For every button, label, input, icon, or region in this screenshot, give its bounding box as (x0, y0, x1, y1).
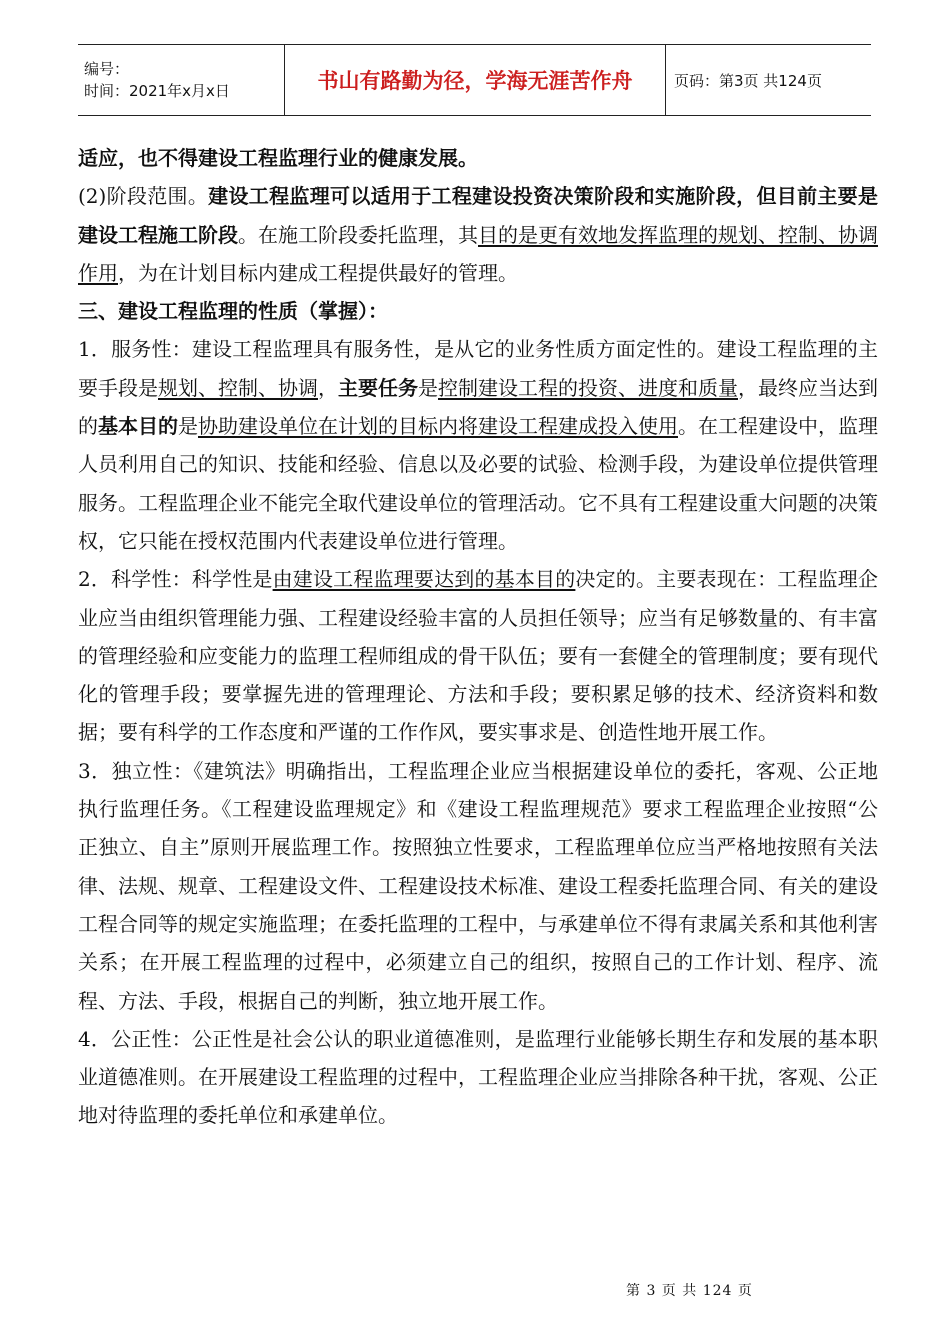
text-run: 决定的。主要表现在：工程监理企业应当由组织管理能力强、工程建设经验丰富的人员担任领导；应当有足够数量的、有丰富的管理经验和应变能力的监理工程师组成的骨干队伍；要有一套健全的管理制度；要有现代化的管理手段；要掌握先进的管理理论、方法和手段；要积累足够的技术、经济资料和数据；要有科学的工作态度和严谨的工作作风，要实事求是、创造性地开展工作。 (78, 567, 878, 745)
text-run: ，最终应当达到的 (78, 375, 878, 439)
text-run: 。在工程建设中，监理人员利用自己的知识、技能和经验、信息以及必要的试验、检测手段，为建设单位提供管理服务。工程监理企业不能完全取代建设单位的管理活动。它不具有工程建设重大问题的决策权，它只能在授权范围内代表建设单位进行管理。 (78, 414, 878, 553)
underlined-text: 规划、控制、协调 (158, 375, 318, 400)
paragraph (78, 177, 878, 292)
text-run: 是 (418, 375, 438, 400)
document-number-label: 编号： (84, 60, 130, 78)
text-run: 2．科学性：科学性是 (78, 567, 273, 592)
paragraph (78, 139, 878, 177)
underlined-text: 目的是更有效地发挥监理的规划、控制、协调作用 (78, 222, 878, 285)
underlined-text: 协助建设单位在计划的目标内将建设工程建成投入使用 (198, 414, 678, 439)
header-motto: 书山有路勤为径，学海无涯苦作舟 (285, 45, 666, 115)
text-run: 4．公正性：公正性是社会公认的职业道德准则，是监理行业能够长期生存和发展的基本职业道德准则。在开展建设工程监理的过程中，工程监理企业应当排除各种干扰，客观、公正地对待监理的委托单位和承建单位。 (78, 1026, 878, 1128)
paragraph (78, 330, 878, 560)
underlined-text: 由建设工程监理要达到的基本目的 (272, 567, 576, 592)
text-run: 3．独立性：《建筑法》明确指出，工程监理企业应当根据建设单位的委托，客观、公正地执行监理任务。《工程建设监理规定》和《建设工程监理规范》要求工程监理企业按照“公正独立、自主”原则开展监理工作。按照独立性要求，工程监理单位应当严格地按照有关法律、法规、规章、工程建设文件、工程建设技术标准、建设工程委托监理合同、有关的建设工程合同等的规定实施监理；在委托监理的工程中，与承建单位不得有隶属关系和其他利害关系；在开展工程监理的过程中，必须建立自己的组织，按照自己的工作计划、程序、流程、方法、手段，根据自己的判断，独立地开展工作。 (78, 758, 878, 1013)
bold-text: 建设工程监理可以适用于工程建设投资决策阶段和实施阶段，但目前主要是建设工程施工阶段 (78, 184, 878, 247)
text-run: ，为在计划目标内建成工程提供最好的管理。 (118, 260, 518, 285)
paragraph (78, 752, 878, 1020)
paragraph (78, 560, 878, 751)
underlined-text: 控制建设工程的投资、进度和质量 (438, 375, 738, 400)
text-run: 是 (178, 414, 198, 439)
text-run: 。在施工阶段委托监理，其 (238, 222, 478, 247)
page-header (78, 44, 871, 116)
bold-text: 三、建设工程监理的性质（掌握）： (78, 299, 388, 324)
paragraph (78, 292, 878, 330)
text-run: ， (318, 375, 338, 400)
document-body (78, 139, 878, 1135)
bold-text: 主要任务 (338, 375, 418, 400)
header-meta (78, 45, 285, 115)
page-footer: 第 3 页 共 124 页 (626, 1283, 753, 1299)
bold-text: 适应，也不得建设工程监理行业的健康发展。 (78, 146, 478, 170)
text-run: (2)阶段范围。 (78, 184, 209, 209)
text-run: 1．服务性：建设工程监理具有服务性，是从它的业务性质方面定性的。建设工程监理的主要手段是 (78, 337, 878, 400)
bold-text: 基本目的 (98, 414, 178, 439)
document-time-label: 时间：2021年x月x日 (84, 82, 230, 100)
header-page-label: 页码：第3页 共124页 (674, 71, 822, 90)
paragraph (78, 1020, 878, 1135)
